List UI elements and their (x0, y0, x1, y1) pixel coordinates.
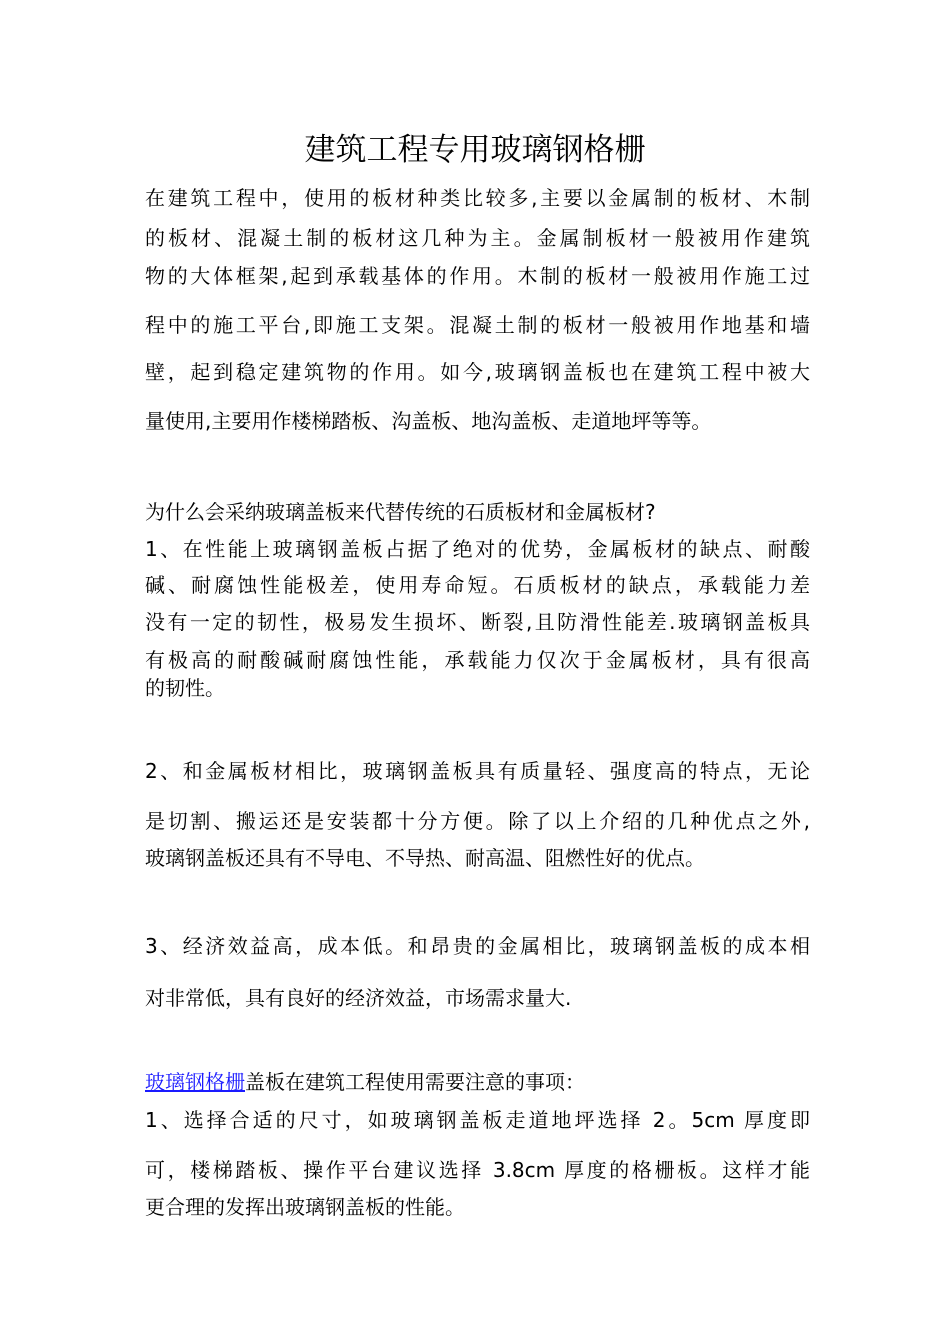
paragraph-line: 可，楼梯踏板、操作平台建议选择 3.8cm 厚度的格栅板。这样才能 (145, 1158, 810, 1182)
paragraph-line: 玻璃钢盖板还具有不导电、不导热、耐高温、阻燃性好的优点。 (145, 846, 705, 870)
paragraph-line: 碱、耐腐蚀性能极差，使用寿命短。石质板材的缺点，承载能力差 (145, 573, 810, 597)
paragraph-line: 的板材、混凝土制的板材这几种为主。金属制板材一般被用作建筑 (145, 226, 810, 250)
paragraph-line: 是切割、搬运还是安装都十分方便。除了以上介绍的几种优点之外, (145, 809, 810, 833)
paragraph-line: 2、和金属板材相比，玻璃钢盖板具有质量轻、强度高的特点，无论 (145, 759, 810, 783)
paragraph-line: 物的大体框架,起到承载基体的作用。木制的板材一般被用作施工过 (145, 264, 810, 288)
paragraph-line: 对非常低，具有良好的经济效益，市场需求量大. (145, 986, 572, 1010)
paragraph-line: 量使用,主要用作楼梯踏板、沟盖板、地沟盖板、走道地坪等等。 (145, 409, 712, 433)
paragraph-line: 的韧性。 (145, 676, 225, 700)
paragraph-line: 在建筑工程中，使用的板材种类比较多,主要以金属制的板材、木制 (145, 186, 810, 210)
paragraph-line: 3、经济效益高，成本低。和昂贵的金属相比，玻璃钢盖板的成本相 (145, 934, 810, 958)
paragraph-line: 1、选择合适的尺寸，如玻璃钢盖板走道地坪选择 2。5cm 厚度即 (145, 1108, 810, 1132)
paragraph-line: 1、在性能上玻璃钢盖板占据了绝对的优势，金属板材的缺点、耐酸 (145, 537, 810, 561)
glass-fiber-grating-link[interactable]: 玻璃钢格栅 (145, 1070, 245, 1094)
paragraph-line: 程中的施工平台,即施工支架。混凝土制的板材一般被用作地基和墙 (145, 313, 810, 337)
section-question-text: 盖板在建筑工程使用需要注意的事项： (245, 1070, 585, 1094)
paragraph-line: 壁，起到稳定建筑物的作用。如今,玻璃钢盖板也在建筑工程中被大 (145, 360, 810, 384)
section-question (145, 1067, 810, 1097)
paragraph-line: 有极高的耐酸碱耐腐蚀性能，承载能力仅次于金属板材，具有很高 (145, 648, 810, 672)
paragraph-line: 更合理的发挥出玻璃钢盖板的性能。 (145, 1195, 465, 1219)
section-question: 为什么会采纳玻璃盖板来代替传统的石质板材和金属板材? (145, 500, 656, 524)
paragraph-line: 没有一定的韧性，极易发生损坏、断裂,且防滑性能差.玻璃钢盖板具 (145, 610, 810, 634)
document-title: 建筑工程专用玻璃钢格栅 (304, 132, 646, 168)
